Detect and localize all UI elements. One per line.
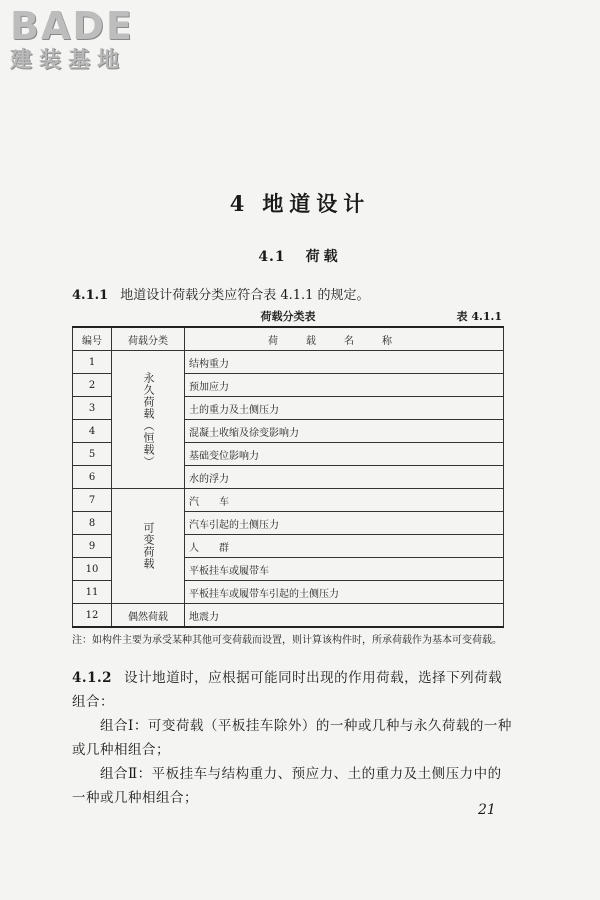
- section-number: 4.1: [258, 249, 286, 265]
- category-label: 偶然荷载: [128, 611, 168, 623]
- row-number: 10: [73, 558, 112, 581]
- load-name: 汽 车: [185, 489, 504, 512]
- load-name: 土的重力及土侧压力: [185, 397, 504, 420]
- clause-intro-text: 设计地道时，应根据可能同时出现的作用荷载，选择下列荷载组合：: [72, 670, 503, 710]
- row-number: 4: [73, 420, 112, 443]
- chapter-heading: [0, 188, 600, 218]
- row-number: 3: [73, 397, 112, 420]
- row-number: 2: [73, 374, 112, 397]
- category-cell: [112, 489, 185, 604]
- table-row: [73, 351, 504, 374]
- load-classification-table: [72, 326, 504, 628]
- row-number: 9: [73, 535, 112, 558]
- load-name: 汽车引起的土侧压力: [185, 512, 504, 535]
- row-number: 6: [73, 466, 112, 489]
- clause-4-1-2: [72, 666, 512, 810]
- row-number: 7: [73, 489, 112, 512]
- publisher-logo: [10, 6, 134, 74]
- clause-number: 4.1.2: [72, 670, 113, 686]
- load-name: 水的浮力: [185, 466, 504, 489]
- header-category: 荷载分类: [112, 327, 185, 351]
- clause-number: 4.1.1: [72, 288, 109, 303]
- chapter-title: 地道设计: [262, 191, 371, 216]
- load-name: 结构重力: [185, 351, 504, 374]
- category-cell: [112, 351, 185, 489]
- category-cell: [112, 604, 185, 628]
- table-caption: [72, 308, 504, 324]
- combination-1: 组合Ⅰ：可变荷载（平板挂车除外）的一种或几种与永久荷载的一种或几种相组合；: [72, 718, 512, 758]
- section-title: 荷载: [305, 249, 342, 265]
- load-name: 预加应力: [185, 374, 504, 397]
- load-name: 平板挂车或履带车引起的土侧压力: [185, 581, 504, 604]
- table-row: [73, 489, 504, 512]
- section-heading: [0, 246, 600, 266]
- row-number: 1: [73, 351, 112, 374]
- clause-intro: [72, 666, 512, 714]
- category-label: 可变荷载: [142, 522, 155, 570]
- clause-4-1-1: [72, 284, 370, 303]
- combination-2: 组合Ⅱ：平板挂车与结构重力、预应力、土的重力及土侧压力中的一种或几种相组合；: [72, 766, 502, 806]
- category-label: 永久荷载（恒载）: [142, 371, 155, 468]
- load-name: 基础变位影响力: [185, 443, 504, 466]
- chapter-number: 4: [229, 191, 251, 216]
- row-number: 12: [73, 604, 112, 628]
- clause-text: 地道设计荷载分类应符合表 4.1.1 的规定。: [120, 288, 370, 303]
- row-number: 8: [73, 512, 112, 535]
- load-name: 地震力: [185, 604, 504, 628]
- table-header-row: [73, 327, 504, 351]
- load-name: 平板挂车或履带车: [185, 558, 504, 581]
- header-load-name: 荷载名称: [185, 327, 504, 351]
- load-name: 混凝土收缩及徐变影响力: [185, 420, 504, 443]
- logo-chinese-text: 建装基地: [10, 48, 127, 73]
- header-number: 编号: [73, 327, 112, 351]
- table-row: [73, 604, 504, 628]
- logo-latin-text: BADE: [10, 4, 134, 48]
- row-number: 5: [73, 443, 112, 466]
- load-name: 人 群: [185, 535, 504, 558]
- table-note: 注：如构件主要为承受某种其他可变荷载而设置，则计算该构件时，所承荷载作为基本可变荷载。: [72, 635, 502, 646]
- row-number: 11: [73, 581, 112, 604]
- table-number: 表 4.1.1: [456, 310, 502, 323]
- table-title: 荷载分类表: [260, 310, 316, 323]
- page-number: 21: [478, 802, 496, 818]
